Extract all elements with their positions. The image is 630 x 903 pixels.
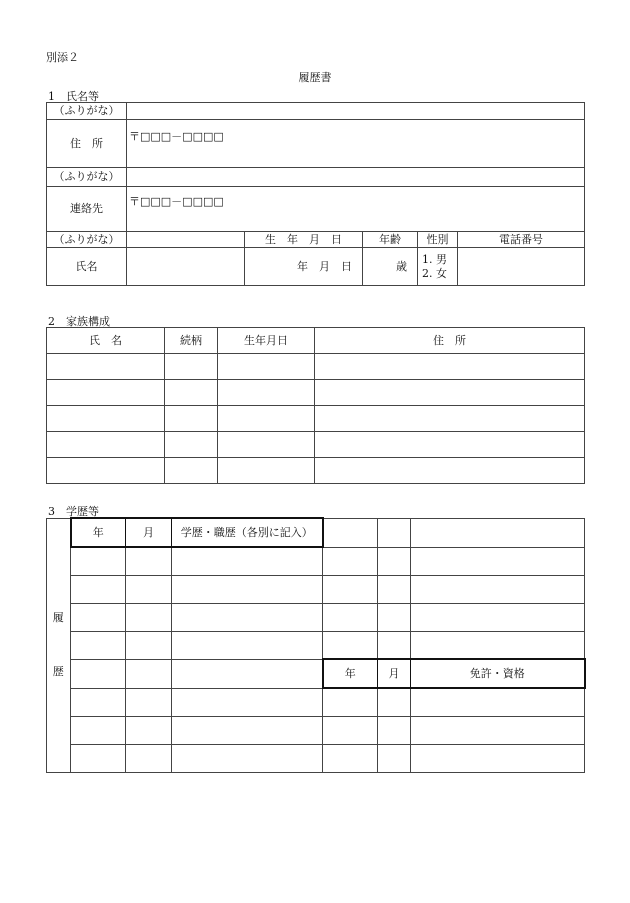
furigana-input-2[interactable] [127, 168, 585, 187]
history-cell[interactable] [71, 659, 126, 688]
history-cell[interactable] [172, 688, 323, 716]
license-cell[interactable] [411, 744, 585, 772]
table-row [47, 603, 585, 631]
history-cell[interactable] [172, 603, 323, 631]
gender-header: 性別 [418, 232, 458, 248]
history-cell[interactable] [172, 744, 323, 772]
history-cell[interactable] [411, 547, 585, 575]
address-label: 住 所 [47, 120, 127, 168]
contact-label: 連絡先 [47, 187, 127, 232]
history-cell[interactable] [323, 575, 378, 603]
license-cell[interactable] [323, 744, 378, 772]
family-cell[interactable] [315, 458, 585, 484]
history-cell[interactable] [71, 688, 126, 716]
table-row [47, 659, 585, 688]
section2-heading: 2 家族構成 [48, 315, 110, 328]
history-year-header: 年 [71, 518, 126, 547]
history-cell[interactable] [378, 603, 411, 631]
history-cell[interactable] [323, 603, 378, 631]
history-cell[interactable] [71, 716, 126, 744]
family-cell[interactable] [315, 354, 585, 380]
license-cell[interactable] [378, 744, 411, 772]
license-year-header: 年 [323, 659, 378, 688]
table-row [47, 631, 585, 659]
family-table [46, 327, 585, 484]
furigana-label-3: （ふりがな） [47, 232, 127, 248]
family-cell[interactable] [47, 432, 165, 458]
family-cell[interactable] [218, 432, 315, 458]
page-title: 履歴書 [298, 71, 332, 84]
history-cell[interactable] [126, 688, 172, 716]
history-cell[interactable] [323, 547, 378, 575]
furigana-label: （ふりがな） [47, 103, 127, 120]
section1-heading: 1 氏名等 [48, 90, 99, 103]
table-row [47, 547, 585, 575]
age-header: 年齢 [363, 232, 418, 248]
license-cell[interactable] [378, 716, 411, 744]
gender-male-option[interactable]: 1. 男 [422, 253, 447, 267]
history-cell[interactable] [378, 575, 411, 603]
spacer [47, 631, 70, 659]
family-col-birthdate: 生年月日 [218, 328, 315, 354]
family-cell[interactable] [218, 406, 315, 432]
history-cell[interactable] [378, 547, 411, 575]
license-cell[interactable] [323, 716, 378, 744]
license-cell[interactable] [411, 716, 585, 744]
family-cell[interactable] [47, 380, 165, 406]
gender-field[interactable] [418, 248, 458, 286]
name-label: 氏名 [47, 248, 127, 286]
family-cell[interactable] [47, 354, 165, 380]
history-cell[interactable] [71, 744, 126, 772]
license-month-header: 月 [378, 659, 411, 688]
table-row [47, 458, 585, 484]
table-row [47, 380, 585, 406]
history-cell[interactable] [323, 631, 378, 659]
license-cell[interactable] [323, 688, 378, 716]
personal-info-table [46, 102, 585, 286]
postal-code-placeholder-2: 〒□□□－□□□□ [129, 195, 224, 208]
table-row [47, 406, 585, 432]
history-cell[interactable] [172, 631, 323, 659]
family-cell[interactable] [218, 458, 315, 484]
history-cell[interactable] [71, 603, 126, 631]
birth-header: 生 年 月 日 [245, 232, 363, 248]
furigana-input-3[interactable] [127, 232, 245, 248]
family-cell[interactable] [47, 406, 165, 432]
family-cell[interactable] [165, 432, 218, 458]
family-cell[interactable] [165, 406, 218, 432]
history-cell[interactable] [126, 631, 172, 659]
age-unit: 歳 [396, 259, 407, 273]
history-cell[interactable] [411, 603, 585, 631]
history-cell[interactable] [71, 547, 126, 575]
history-cell[interactable] [411, 518, 585, 547]
family-cell[interactable] [315, 432, 585, 458]
history-side-label [47, 518, 71, 772]
family-cell[interactable] [165, 354, 218, 380]
history-cell[interactable] [126, 744, 172, 772]
history-cell[interactable] [172, 716, 323, 744]
birth-date-placeholder: 年 月 日 [297, 259, 352, 273]
history-cell[interactable] [411, 575, 585, 603]
family-cell[interactable] [218, 354, 315, 380]
history-table [46, 517, 586, 773]
section3-heading: 3 学歴等 [48, 505, 99, 518]
gender-female-option[interactable]: 2. 女 [422, 266, 447, 280]
family-col-relation: 続柄 [165, 328, 218, 354]
history-cell[interactable] [71, 631, 126, 659]
history-cell[interactable] [172, 575, 323, 603]
family-cell[interactable] [47, 458, 165, 484]
license-cell[interactable] [378, 688, 411, 716]
family-col-address: 住 所 [315, 328, 585, 354]
furigana-label-2: （ふりがな） [47, 168, 127, 187]
side-label-char-1: 履 [52, 610, 64, 624]
history-cell[interactable] [172, 659, 323, 688]
history-cell[interactable] [378, 631, 411, 659]
license-header: 免許・資格 [411, 659, 585, 688]
address-field[interactable] [127, 120, 585, 168]
family-cell[interactable] [165, 380, 218, 406]
family-cell[interactable] [315, 380, 585, 406]
history-cell[interactable] [323, 518, 378, 547]
family-col-name: 氏 名 [47, 328, 165, 354]
furigana-input-1[interactable] [127, 103, 585, 120]
history-cell[interactable] [172, 547, 323, 575]
history-cell[interactable] [378, 518, 411, 547]
history-cell[interactable] [126, 659, 172, 688]
family-cell[interactable] [165, 458, 218, 484]
table-row [47, 744, 585, 772]
contact-field[interactable] [127, 187, 585, 232]
family-cell[interactable] [315, 406, 585, 432]
family-cell[interactable] [218, 380, 315, 406]
history-month-header: 月 [126, 518, 172, 547]
side-label-char-2: 歴 [52, 665, 64, 678]
history-cell[interactable] [126, 575, 172, 603]
table-row [47, 432, 585, 458]
table-row [47, 716, 585, 744]
history-cell[interactable] [411, 631, 585, 659]
history-cell[interactable] [126, 716, 172, 744]
phone-header: 電話番号 [458, 232, 585, 248]
history-cell[interactable] [71, 575, 126, 603]
history-cell[interactable] [126, 603, 172, 631]
history-header: 学歴・職歴（各別に記入） [172, 518, 323, 547]
license-cell[interactable] [411, 688, 585, 716]
table-row [47, 575, 585, 603]
age-field[interactable] [363, 248, 418, 286]
postal-code-placeholder: 〒□□□－□□□□ [129, 130, 224, 143]
table-row [47, 354, 585, 380]
birth-date-field[interactable] [245, 248, 363, 286]
history-cell[interactable] [126, 547, 172, 575]
name-input[interactable] [127, 248, 245, 286]
phone-input[interactable] [458, 248, 585, 286]
table-row [47, 688, 585, 716]
attachment-label: 別添２ [46, 51, 79, 64]
